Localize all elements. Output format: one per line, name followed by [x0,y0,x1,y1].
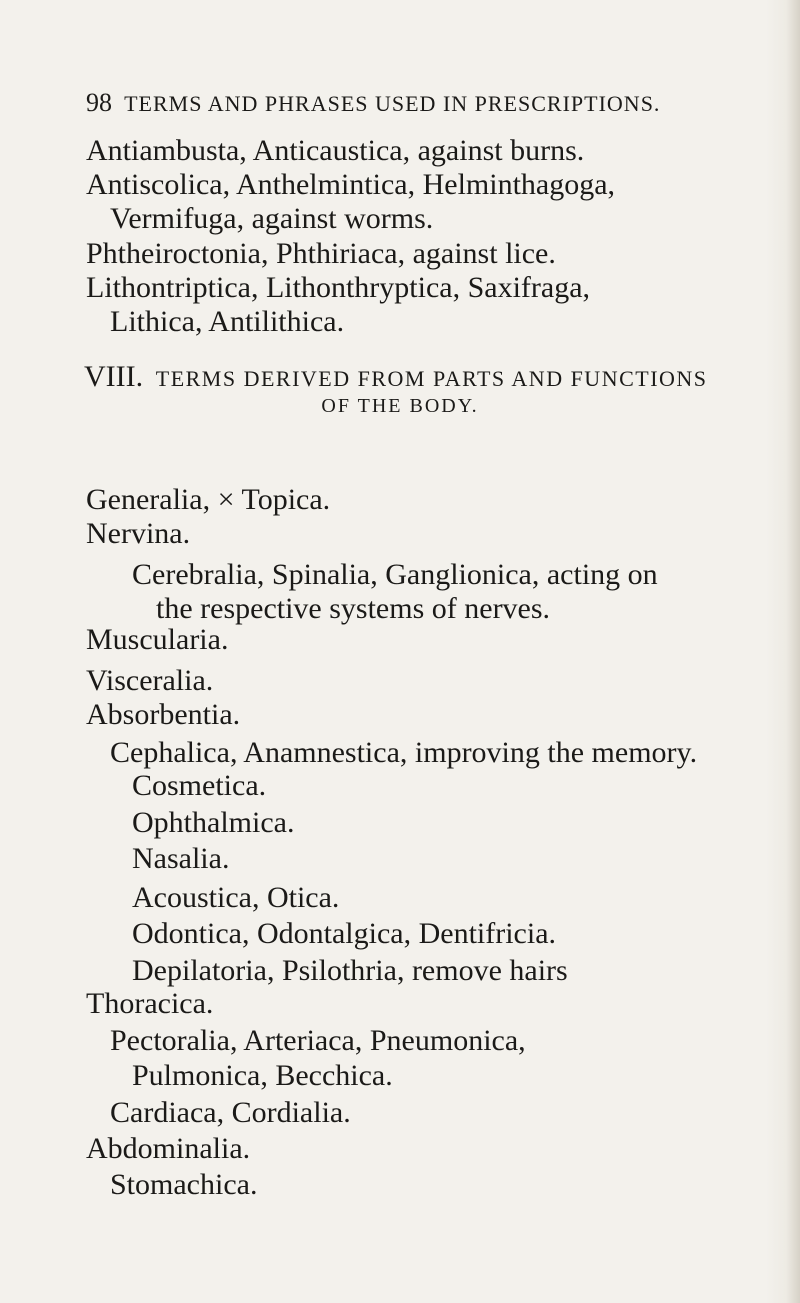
text-line: Cerebralia, Spinalia, Ganglionica, acting on [132,558,658,591]
text-line: Pulmonica, Becchica. [132,1059,393,1092]
text-line: Muscularia. [86,623,229,656]
text-line: Nasalia. [132,842,230,875]
section-number: VIII. [84,360,144,393]
text-line: Odontica, Odontalgica, Dentifricia. [132,917,557,950]
text-line: Lithontriptica, Lithonthryptica, Saxifraga, [86,271,591,304]
text-line: Acoustica, Otica. [132,881,340,914]
section-subtitle: OF THE BODY. [321,395,479,417]
section-heading [84,360,774,394]
text-line: Pectoralia, Arteriaca, Pneumonica, [110,1024,526,1057]
page-number: 98 [86,88,112,117]
text-line: Nervina. [86,517,191,550]
running-head-title: TERMS AND PHRASES USED IN PRESCRIPTIONS. [124,91,661,116]
text-line: Stomachica. [110,1168,258,1201]
running-head [86,88,776,118]
text-line: Cardiaca, Cordialia. [110,1096,351,1129]
text-line: Antiscolica, Anthelmintica, Helminthagoga, [86,168,616,201]
text-line: Abdominalia. [86,1132,251,1165]
text-line: Visceralia. [86,664,214,697]
text-line: Cosmetica. [132,769,267,802]
text-line: Antiambusta, Anticaustica, against burns. [86,134,585,167]
section-title: TERMS DERIVED FROM PARTS AND FUNCTIONS [155,366,708,391]
text-line: Vermifuga, against worms. [110,202,434,235]
text-line: Ophthalmica. [132,806,295,839]
text-line: Generalia, × Topica. [86,483,331,516]
text-line: Depilatoria, Psilothria, remove hairs [132,954,568,987]
text-line: Cephalica, Anamnestica, improving the memory. [110,736,698,769]
text-line: the respective systems of nerves. [156,592,551,625]
text-line: Phtheiroctonia, Phthiriaca, against lice. [86,237,556,270]
text-line: Absorbentia. [86,698,241,731]
text-line: Thoracica. [86,987,214,1020]
text-line: Lithica, Antilithica. [110,305,345,338]
